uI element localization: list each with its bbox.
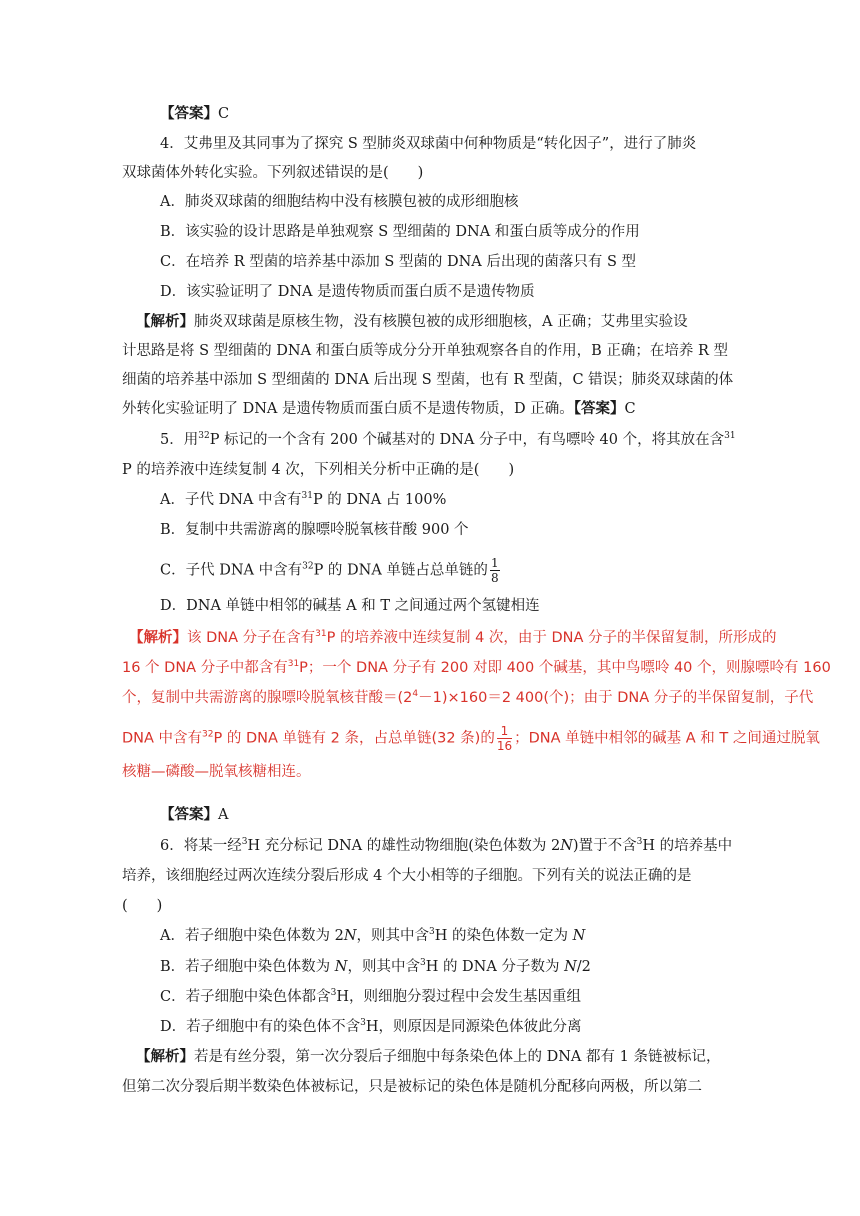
q6-text: A．若子细胞中染色体数为 2 xyxy=(160,928,344,944)
variable-n: N xyxy=(560,838,573,854)
q5-text: C．子代 DNA 中含有 xyxy=(160,562,303,579)
q5-analysis-text: P；一个 DNA 分子有 200 对即 400 个碱基，其中鸟嘌呤 40 个，则腺嘌呤有 160 xyxy=(299,660,831,676)
q5-analysis-line4 xyxy=(122,724,820,753)
isotope-superscript: 32 xyxy=(302,561,314,572)
isotope-superscript: 3 xyxy=(360,1018,366,1028)
q4-option-c: C．在培养 R 型菌的培养基中添加 S 型菌的 DNA 后出现的菌落只有 S 型 xyxy=(160,254,637,270)
variable-n: N xyxy=(564,959,577,975)
q5-analysis-text: DNA 中含有 xyxy=(122,730,203,747)
isotope-superscript: 31 xyxy=(315,629,327,639)
isotope-superscript: 3 xyxy=(429,927,435,937)
q5-analysis-text: ；DNA 单链中相邻的碱基 A 和 T 之间通过脱氧 xyxy=(514,730,820,747)
exponent-superscript: 4 xyxy=(412,689,419,699)
q4-option-d: D．该实验证明了 DNA 是遗传物质而蛋白质不是遗传物质 xyxy=(160,284,535,300)
fraction-denominator: 8 xyxy=(490,571,499,585)
isotope-superscript: 31 xyxy=(301,491,313,501)
q6-stem-line3: ( ) xyxy=(122,898,163,914)
q5-option-a xyxy=(160,490,780,510)
isotope-superscript: 31 xyxy=(287,659,300,669)
q5-text: P 的 DNA 单链占总单链的 xyxy=(313,562,488,579)
answer-line xyxy=(160,104,780,124)
isotope-superscript: 31 xyxy=(724,431,736,441)
fraction xyxy=(497,724,512,753)
q4-option-a: A．肺炎双球菌的细胞结构中没有核膜包被的成形细胞核 xyxy=(160,194,519,210)
q6-text: /2 xyxy=(576,959,591,975)
variable-n: N xyxy=(334,959,348,975)
variable-n: N xyxy=(343,928,357,944)
q5-text: A．子代 DNA 中含有 xyxy=(160,492,302,508)
q6-option-d xyxy=(160,1017,780,1037)
q6-text: ，则其中含 xyxy=(347,959,420,975)
q6-analysis-line1 xyxy=(136,1047,756,1067)
q5-option-c xyxy=(160,556,780,585)
q4-answer-label: 【答案】 xyxy=(573,400,625,417)
q6-stem-line2: 培养，该细胞经过两次连续分裂后形成 4 个大小相等的子细胞。下列有关的说法正确的是 xyxy=(122,868,692,884)
q5-analysis-text: 个，复制中共需游离的腺嘌呤脱氧核苷酸＝(2 xyxy=(122,690,413,706)
q5-analysis-label: 【解析】 xyxy=(129,630,187,646)
answer-label: 【答案】 xyxy=(160,105,218,122)
q6-text: C．若子细胞中染色体都含 xyxy=(160,989,331,1005)
q6-option-b xyxy=(160,957,780,977)
q5-stem-line2: P 的培养液中连续复制 4 次，下列相关分析中正确的是( ) xyxy=(122,462,515,478)
q5-analysis-text: 16 个 DNA 分子中都含有 xyxy=(122,660,288,676)
q6-text: H 充分标记 DNA 的雄性动物细胞(染色体数为 2 xyxy=(247,838,561,854)
q6-stem-line1 xyxy=(160,836,780,856)
q4-option-b: B．该实验的设计思路是单独观察 S 型细菌的 DNA 和蛋白质等成分的作用 xyxy=(160,224,640,240)
q6-text: 6．将某一经 xyxy=(160,838,242,854)
fraction-denominator: 16 xyxy=(496,739,513,753)
q6-text: )置于不含 xyxy=(572,838,637,854)
q5-text: P 标记的一个含有 200 个碱基对的 DNA 分子中，有鸟嘌呤 40 个，将其放在含 xyxy=(209,432,725,448)
q6-text: D．若子细胞中有的染色体不含 xyxy=(160,1019,361,1035)
q5-option-b: B．复制中共需游离的腺嘌呤脱氧核苷酸 900 个 xyxy=(160,522,469,538)
q4-analysis-line4 xyxy=(122,399,742,419)
q5-analysis-text: P 的 DNA 单链有 2 条，占总单链(32 条)的 xyxy=(213,730,495,747)
answer-value: C xyxy=(218,106,230,122)
q5-analysis-line2 xyxy=(122,658,831,678)
q5-stem-line1 xyxy=(160,430,780,450)
q6-option-a xyxy=(160,926,780,946)
fraction xyxy=(490,556,500,585)
q6-text: H 的 DNA 分子数为 xyxy=(425,959,560,975)
q5-analysis-text: －1)×160＝2 400(个)；由于 DNA 分子的半保留复制，子代 xyxy=(418,690,814,706)
q5-option-d: D．DNA 单链中相邻的碱基 A 和 T 之间通过两个氢键相连 xyxy=(160,598,540,614)
q4-analysis-label: 【解析】 xyxy=(136,313,194,330)
q5-analysis-line3 xyxy=(122,688,814,708)
isotope-superscript: 3 xyxy=(636,837,643,847)
variable-n: N xyxy=(572,928,586,944)
isotope-superscript: 3 xyxy=(241,837,248,847)
q6-text: H 的培养基中 xyxy=(642,838,733,854)
q4-stem-line2: 双球菌体外转化实验。下列叙述错误的是( ) xyxy=(122,165,424,181)
q5-answer-line xyxy=(160,805,780,825)
q4-analysis-line2: 计思路是将 S 型细菌的 DNA 和蛋白质等成分分开单独观察各自的作用，B 正确；在培养 R 型 xyxy=(122,343,729,359)
q5-answer-value: A xyxy=(218,807,229,823)
q5-analysis-text: 该 DNA 分子在含有 xyxy=(187,630,316,646)
q4-analysis-text1: 肺炎双球菌是原核生物，没有核膜包被的成形细胞核，A 正确；艾弗里实验设 xyxy=(194,314,688,330)
q4-stem-line1: 4．艾弗里及其同事为了探究 S 型肺炎双球菌中何种物质是“转化因子”，进行了肺炎 xyxy=(160,136,697,152)
q6-analysis-label: 【解析】 xyxy=(136,1048,194,1065)
q6-analysis-line2: 但第二次分裂后期半数染色体被标记，只是被标记的染色体是随机分配移向两极，所以第二 xyxy=(122,1079,702,1095)
q6-text: H，则细胞分裂过程中会发生基因重组 xyxy=(336,989,581,1005)
q5-text: 5．用 xyxy=(160,432,199,448)
isotope-superscript: 32 xyxy=(202,729,214,740)
isotope-superscript: 3 xyxy=(419,958,426,968)
q6-text: B．若子细胞中染色体数为 xyxy=(160,959,331,975)
q4-analysis-line1 xyxy=(136,312,756,332)
fraction-numerator: 1 xyxy=(497,724,512,739)
q5-text: P 的 DNA 占 100% xyxy=(312,492,447,508)
q6-text: H 的染色体数一定为 xyxy=(434,928,568,944)
isotope-superscript: 32 xyxy=(198,431,210,441)
q5-analysis-text: P 的培养液中连续复制 4 次，由于 DNA 分子的半保留复制，所形成的 xyxy=(326,630,777,646)
q6-text: H，则原因是同源染色体彼此分离 xyxy=(365,1019,582,1035)
q5-answer-label: 【答案】 xyxy=(160,806,218,823)
q5-analysis-line1 xyxy=(129,628,777,648)
q6-analysis-text1: 若是有丝分裂，第一次分裂后子细胞中每条染色体上的 DNA 都有 1 条链被标记， xyxy=(194,1049,721,1065)
q6-text: ，则其中含 xyxy=(356,928,429,944)
q6-option-c xyxy=(160,987,780,1007)
q4-analysis-text4: 外转化实验证明了 DNA 是遗传物质而蛋白质不是遗传物质，D 正确。 xyxy=(122,401,574,417)
q4-analysis-line3: 细菌的培养基中添加 S 型细菌的 DNA 后出现 S 型菌，也有 R 型菌，C 错误；肺炎双球菌的体 xyxy=(122,372,734,388)
q4-answer-value: C xyxy=(624,401,636,417)
fraction-numerator: 1 xyxy=(490,556,499,570)
isotope-superscript: 3 xyxy=(330,988,337,998)
q5-analysis-line5: 核糖—磷酸—脱氧核糖相连。 xyxy=(122,764,311,780)
